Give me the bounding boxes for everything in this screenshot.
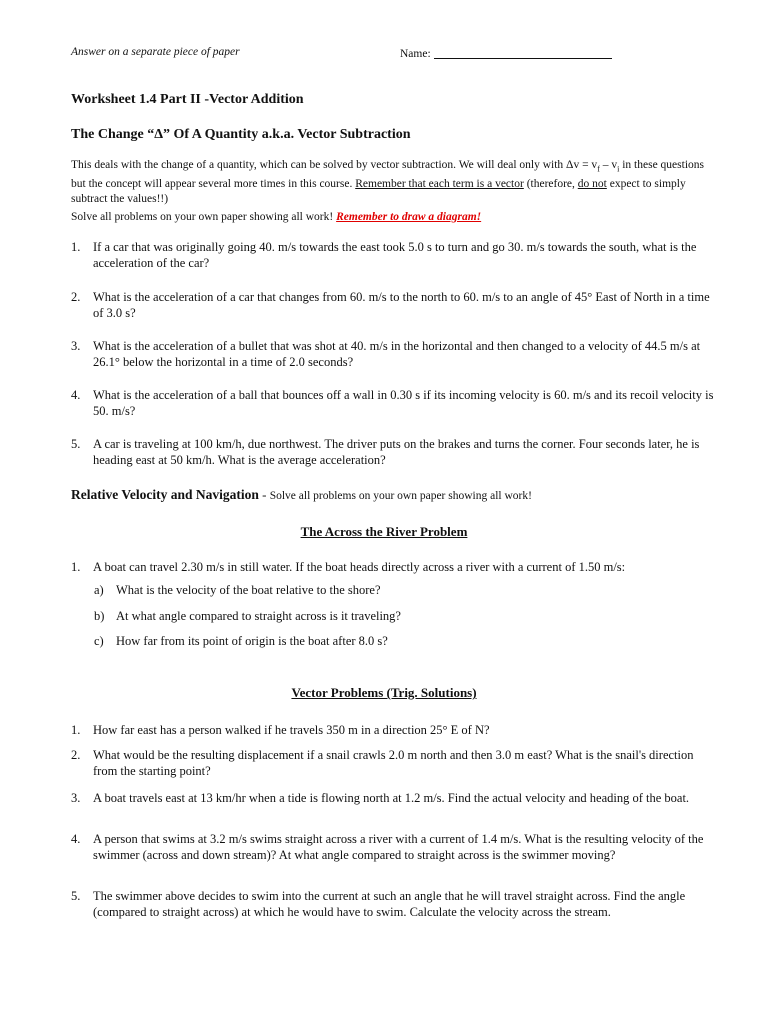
subscript-i: i [617, 164, 620, 174]
item-text: A boat can travel 2.30 m/s in still water. If the boat heads directly across a river with a current of 1.50 m/s: [93, 560, 626, 574]
item-text: A car is traveling at 100 km/h, due northwest. The driver puts on the brakes and turns the corner. Four seconds later, he is heading east at 50 km/h. What is the average acceleration? [93, 437, 700, 467]
item-text: How far from its point of origin is the boat after 8.0 s? [116, 634, 388, 648]
intro-text-4: expect to simply subtract the values!!) [71, 177, 686, 206]
list-item [71, 289, 717, 321]
intro-minus: – v [599, 159, 618, 171]
item-label: b) [94, 609, 105, 623]
intro-underline-1: Remember that each term is a vector [355, 177, 524, 190]
item-number: 1. [71, 723, 81, 737]
section-heading-vector-subtraction: The Change “Δ” Of A Quantity a.k.a. Vector Subtraction [71, 127, 411, 142]
diagram-reminder: Remember to draw a diagram! [336, 211, 482, 223]
heading-dash: - [258, 487, 270, 502]
item-text: If a car that was originally going 40. m/s towards the east took 5.0 s to turn and go 30. m/s towards the south, what is the acceleration of the car? [93, 240, 697, 270]
item-number: 5. [71, 437, 81, 451]
intro-text-1: This deals with the change of a quantity, which can be solved by vector subtraction. We will deal only with Δv = v [71, 159, 598, 171]
solve-text: Solve all problems on your own paper showing all work! [71, 211, 337, 223]
item-label: a) [94, 583, 104, 597]
subscript-f: f [597, 164, 600, 174]
list-item [71, 722, 717, 738]
item-number: 2. [71, 290, 81, 304]
item-text: How far east has a person walked if he travels 350 m in a direction 25° E of N? [93, 723, 490, 737]
name-blank-line [434, 46, 612, 59]
item-number: 2. [71, 748, 81, 762]
list-item [71, 338, 717, 370]
relative-velocity-title: Relative Velocity and Navigation [71, 487, 259, 502]
item-text: What is the acceleration of a bullet that was shot at 40. m/s in the horizontal and then changed to a velocity of 44.5 m/s at 26.1° below the horizontal in a time of 2.0 seconds? [93, 339, 701, 369]
list-item [94, 582, 714, 598]
relative-velocity-instruction: Solve all problems on your own paper showing all work! [269, 490, 532, 502]
item-label: c) [94, 634, 104, 648]
intro-paragraph [71, 158, 717, 208]
item-number: 5. [71, 889, 81, 903]
item-text: A boat travels east at 13 km/hr when a tide is flowing north at 1.2 m/s. Find the actual velocity and heading of the boat. [93, 791, 690, 805]
list-item [71, 559, 717, 575]
list-item [71, 790, 717, 806]
item-number: 3. [71, 339, 81, 353]
intro-text-2: in these questions but the concept will appear several more times in this course. [71, 159, 704, 190]
item-text: At what angle compared to straight across is it traveling? [116, 609, 401, 623]
solve-instruction [71, 211, 481, 223]
list-item [71, 436, 717, 468]
name-field [400, 46, 612, 60]
answer-instruction: Answer on a separate piece of paper [71, 46, 240, 58]
item-text: What would be the resulting displacement if a snail crawls 2.0 m north and then 3.0 m east? What is the snail's direction from the starting point? [93, 748, 694, 778]
item-number: 4. [71, 388, 81, 402]
item-number: 1. [71, 560, 81, 574]
item-number: 3. [71, 791, 81, 805]
section-heading-relative-velocity [71, 487, 532, 503]
item-text: The swimmer above decides to swim into the current at such an angle that he will travel straight across. Find the angle (compared to straight across) at which he would have to swim. Calculate the velocity across the stream. [93, 889, 686, 919]
list-item [94, 608, 714, 624]
item-text: What is the acceleration of a ball that bounces off a wall in 0.30 s if its incoming velocity is 60. m/s and its recoil velocity is 50. m/s? [93, 388, 714, 418]
vector-problems-heading: Vector Problems (Trig. Solutions) [291, 685, 477, 700]
list-item [71, 888, 717, 920]
list-item [71, 747, 717, 779]
list-item [71, 239, 717, 271]
list-item [71, 831, 717, 863]
river-problem-heading: The Across the River Problem [300, 524, 468, 539]
intro-underline-2: do not [577, 177, 607, 190]
item-text: What is the acceleration of a car that changes from 60. m/s to the north to 60. m/s to an angle of 45° East of North in a time of 3.0 s? [93, 290, 710, 320]
name-label: Name: [400, 48, 431, 60]
item-text: What is the velocity of the boat relative to the shore? [116, 583, 381, 597]
list-item [71, 387, 717, 419]
intro-text-3: (therefore, [523, 177, 578, 190]
item-text: A person that swims at 3.2 m/s swims straight across a river with a current of 1.4 m/s. What is the resulting velocity of the swimmer (across and down stream)? At what angle compared to straight across is the swimmer moving? [93, 832, 704, 862]
item-number: 1. [71, 240, 81, 254]
list-item [94, 633, 714, 649]
worksheet-title: Worksheet 1.4 Part II -Vector Addition [71, 92, 304, 107]
item-number: 4. [71, 832, 81, 846]
